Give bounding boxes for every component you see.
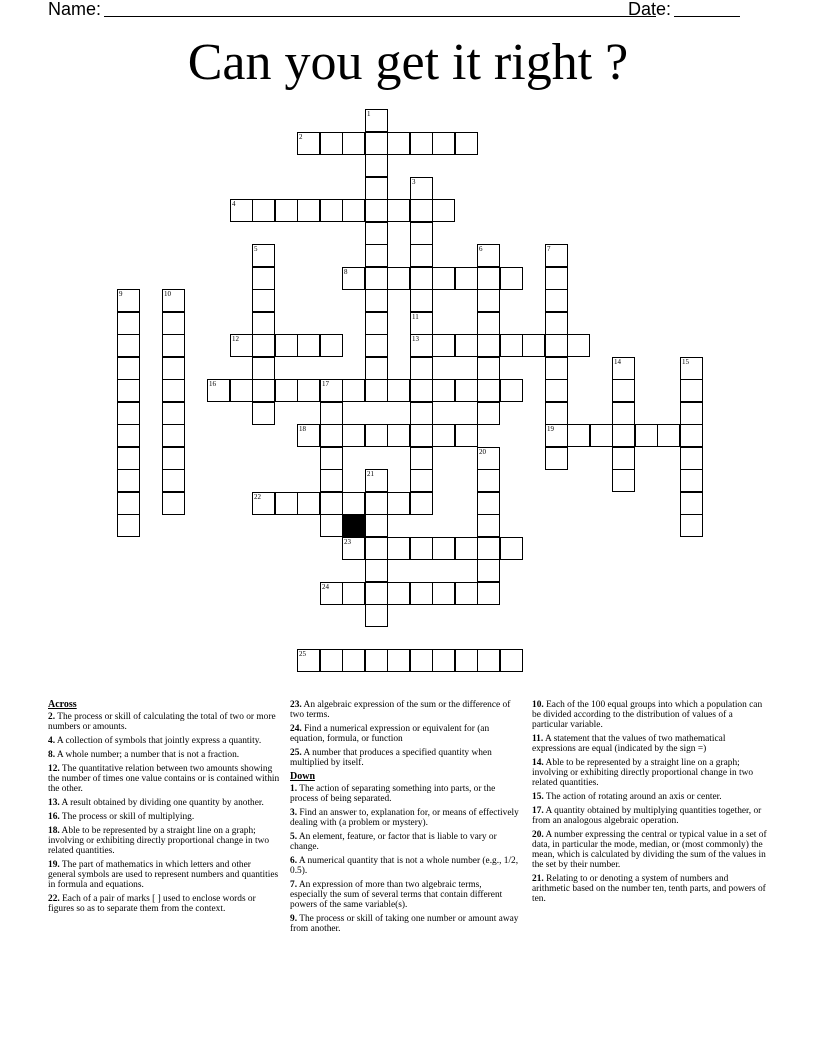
crossword-cell[interactable] — [455, 132, 478, 155]
clue-number: 14 — [614, 358, 621, 366]
crossword-cell[interactable] — [320, 132, 343, 155]
crossword-cell[interactable] — [365, 604, 388, 627]
crossword-cell[interactable] — [117, 469, 140, 492]
crossword-cell[interactable] — [252, 379, 275, 402]
clue-across-24: 24. Find a numerical expression or equivalent for (an equation, formula, or function — [290, 724, 490, 744]
crossword-cell[interactable] — [275, 199, 298, 222]
crossword-cell[interactable] — [297, 334, 320, 357]
clue-down-3: 3. Find an answer to, explanation for, or means of effectively dealing with (a problem or mystery). — [290, 808, 519, 828]
crossword-cell[interactable] — [410, 132, 433, 155]
clue-number: 19 — [547, 425, 554, 433]
crossword-cell[interactable] — [230, 199, 253, 222]
crossword-cell[interactable] — [545, 379, 568, 402]
crossword-cell[interactable] — [342, 582, 365, 605]
crossword-cell[interactable] — [387, 582, 410, 605]
crossword-cell[interactable] — [320, 582, 343, 605]
crossword-cell[interactable] — [432, 649, 455, 672]
clue-number: 12 — [232, 335, 239, 343]
clue-across-13: 13. A result obtained by dividing one quantity by another. — [48, 798, 264, 808]
crossword-cell[interactable] — [612, 357, 635, 380]
crossword-cell[interactable] — [342, 649, 365, 672]
clues-column-2 — [290, 700, 520, 938]
crossword-cell[interactable] — [432, 334, 455, 357]
crossword-cell[interactable] — [410, 177, 433, 200]
crossword-cell[interactable] — [342, 267, 365, 290]
crossword-cell[interactable] — [320, 334, 343, 357]
puzzle-title: Can you get it right ? — [187, 34, 629, 91]
clue-across-18: 18. Able to be represented by a straight line on a graph; involving or exhibiting directly proportional change in two related quantities. — [48, 826, 270, 856]
crossword-cell[interactable] — [612, 402, 635, 425]
crossword-cell[interactable] — [365, 469, 388, 492]
clue-number: 18 — [299, 425, 306, 433]
clue-number: 25 — [299, 650, 306, 658]
crossword-cell[interactable] — [612, 447, 635, 470]
clue-number: 10 — [164, 290, 171, 298]
crossword-cell[interactable] — [320, 379, 343, 402]
crossword-cell[interactable] — [477, 469, 500, 492]
clue-number: 24 — [322, 583, 329, 591]
clue-down-6: 6. A numerical quantity that is not a whole number (e.g., 1/2, 0.5). — [290, 856, 519, 876]
crossword-cell[interactable] — [680, 447, 703, 470]
clue-number: 7 — [547, 245, 551, 253]
clue-number: 23 — [344, 538, 351, 546]
crossword-cell[interactable] — [162, 289, 185, 312]
crossword-cell[interactable] — [545, 289, 568, 312]
crossword-cell[interactable] — [590, 424, 613, 447]
crossword-cell[interactable] — [545, 267, 568, 290]
crossword-cell[interactable] — [365, 267, 388, 290]
crossword-cell[interactable] — [252, 402, 275, 425]
clue-number: 6 — [479, 245, 483, 253]
clue-down-1: 1. The action of separating something into parts, or the process of being separated. — [290, 784, 496, 804]
clue-across-8: 8. A whole number; a number that is not a fraction. — [48, 750, 240, 760]
crossword-cell[interactable] — [365, 334, 388, 357]
crossword-cell[interactable] — [365, 559, 388, 582]
crossword-cell[interactable] — [252, 492, 275, 515]
crossword-cell[interactable] — [680, 514, 703, 537]
crossword-cell[interactable] — [252, 267, 275, 290]
clue-number: 2 — [299, 133, 303, 141]
across-heading: Across — [48, 699, 77, 710]
clue-number: 3 — [412, 178, 416, 186]
clue-across-19: 19. The part of mathematics in which letters and other general symbols are used to represent numbers and quantities in formula and equations. — [48, 860, 279, 890]
crossword-cell[interactable] — [477, 244, 500, 267]
name-label: Name: — [48, 0, 102, 19]
crossword-cell[interactable] — [432, 537, 455, 560]
crossword-cell[interactable] — [342, 132, 365, 155]
crossword-cell[interactable] — [455, 334, 478, 357]
clue-down-21: 21. Relating to or denoting a system of numbers and arithmetic based on the number ten, tenth parts, and powers of ten. — [532, 874, 766, 904]
crossword-cell[interactable] — [365, 244, 388, 267]
crossword-cell[interactable] — [320, 199, 343, 222]
down-heading: Down — [290, 771, 316, 782]
crossword-cell[interactable] — [410, 312, 433, 335]
crossword-cell[interactable] — [455, 582, 478, 605]
crossword-cell[interactable] — [365, 357, 388, 380]
crossword-cell[interactable] — [342, 537, 365, 560]
clue-down-5: 5. An element, feature, or factor that is liable to vary or change. — [290, 832, 497, 852]
crossword-cell[interactable] — [297, 379, 320, 402]
crossword-cell[interactable] — [365, 177, 388, 200]
clue-number: 16 — [209, 380, 216, 388]
clue-down-10: 10. Each of the 100 equal groups into which a population can be divided according to the distribution of values of a particular variable. — [532, 700, 763, 730]
clue-number: 8 — [344, 268, 348, 276]
clue-number: 11 — [412, 313, 419, 321]
crossword-cell[interactable] — [567, 424, 590, 447]
clue-down-17: 17. A quantity obtained by multiplying quantities together, or from an analogous algebraic operation. — [532, 806, 762, 826]
crossword-cell[interactable] — [477, 649, 500, 672]
crossword-cell[interactable] — [680, 424, 703, 447]
crossword-cell[interactable] — [252, 357, 275, 380]
clue-number: 21 — [367, 470, 374, 478]
crossword-cell[interactable] — [635, 424, 658, 447]
crossword-cell[interactable] — [410, 357, 433, 380]
crossword-cell[interactable] — [117, 289, 140, 312]
crossword-cell[interactable] — [612, 469, 635, 492]
crossword-cell[interactable] — [455, 379, 478, 402]
crossword-cell[interactable] — [342, 379, 365, 402]
clue-number: 15 — [682, 358, 689, 366]
crossword-cell[interactable] — [410, 649, 433, 672]
clue-down-11: 11. A statement that the values of two mathematical expressions are equal (indicated by the sign =) — [532, 734, 726, 754]
crossword-cell[interactable] — [387, 132, 410, 155]
crossword-cell[interactable] — [342, 492, 365, 515]
crossword-cell[interactable] — [477, 559, 500, 582]
crossword-cell[interactable] — [162, 469, 185, 492]
crossword-cell[interactable] — [365, 649, 388, 672]
crossword-cell[interactable] — [387, 267, 410, 290]
crossword-cell[interactable] — [275, 334, 298, 357]
crossword-cell[interactable] — [545, 424, 568, 447]
clue-number: 13 — [412, 335, 419, 343]
clue-across-23: 23. An algebraic expression of the sum or the difference of two terms. — [290, 700, 511, 720]
crossword-cell[interactable] — [117, 312, 140, 335]
crossword-cell[interactable] — [320, 469, 343, 492]
crossword-cell[interactable] — [567, 334, 590, 357]
crossword-cell[interactable] — [365, 582, 388, 605]
clue-number: 9 — [119, 290, 123, 298]
crossword-cell[interactable] — [500, 334, 523, 357]
crossword-cell[interactable] — [410, 334, 433, 357]
crossword-cell[interactable] — [117, 357, 140, 380]
crossword-cell[interactable] — [432, 199, 455, 222]
crossword-cell[interactable] — [162, 492, 185, 515]
crossword-cell[interactable] — [162, 334, 185, 357]
crossword-cell[interactable] — [342, 424, 365, 447]
crossword-cell[interactable] — [117, 514, 140, 537]
crossword-cell[interactable] — [387, 379, 410, 402]
crossword-cell[interactable] — [365, 379, 388, 402]
clue-down-20: 20. A number expressing the central or typical value in a set of data, in particular the mode, median, or (most commonly) the mean, which is calculated by dividing the sum of the values in the set by their number. — [532, 830, 767, 870]
crossword-cell[interactable] — [297, 424, 320, 447]
crossword-cell[interactable] — [432, 582, 455, 605]
clues-column-3 — [532, 700, 768, 908]
crossword-cell[interactable] — [252, 244, 275, 267]
crossword-cell[interactable] — [252, 199, 275, 222]
crossword-cell[interactable] — [410, 244, 433, 267]
crossword-cell[interactable] — [500, 379, 523, 402]
crossword-cell[interactable] — [410, 492, 433, 515]
crossword-cell[interactable] — [545, 357, 568, 380]
crossword-cell[interactable] — [365, 154, 388, 177]
crossword-cell[interactable] — [455, 424, 478, 447]
crossword-cell[interactable] — [342, 199, 365, 222]
crossword-cell[interactable] — [117, 334, 140, 357]
crossword-cell[interactable] — [410, 267, 433, 290]
crossword-cell[interactable] — [365, 424, 388, 447]
crossword-cell[interactable] — [297, 199, 320, 222]
crossword-cell[interactable] — [162, 424, 185, 447]
crossword-cell[interactable] — [410, 289, 433, 312]
crossword-cell[interactable] — [252, 334, 275, 357]
crossword-cell[interactable] — [320, 424, 343, 447]
crossword-cell[interactable] — [320, 514, 343, 537]
clue-down-15: 15. The action of rotating around an axis or center. — [532, 792, 722, 802]
crossword-cell[interactable] — [365, 132, 388, 155]
crossword-cell[interactable] — [500, 649, 523, 672]
crossword-cell[interactable] — [522, 334, 545, 357]
crossword-cell[interactable] — [162, 379, 185, 402]
crossword-cell[interactable] — [432, 379, 455, 402]
crossword-cell[interactable] — [477, 514, 500, 537]
clue-down-14: 14. Able to be represented by a straight line on a graph; involving or exhibiting directly proportional change in two related quantities. — [532, 758, 754, 788]
clue-across-16: 16. The process or skill of multiplying. — [48, 812, 195, 822]
clue-number: 5 — [254, 245, 258, 253]
crossword-cell[interactable] — [410, 379, 433, 402]
crossword-cell[interactable] — [410, 537, 433, 560]
crossword-cell[interactable] — [365, 109, 388, 132]
crossword-cell[interactable] — [545, 402, 568, 425]
crossword-cell[interactable] — [477, 379, 500, 402]
crossword-cell[interactable] — [477, 492, 500, 515]
crossword-cell[interactable] — [252, 312, 275, 335]
crossword-cell[interactable] — [162, 312, 185, 335]
date-label: Date: — [628, 0, 672, 19]
crossword-cell[interactable] — [117, 379, 140, 402]
crossword-cell[interactable] — [455, 267, 478, 290]
crossword-cell[interactable] — [275, 492, 298, 515]
crossword-cell[interactable] — [387, 424, 410, 447]
crossword-cell[interactable] — [455, 649, 478, 672]
crossword-cell[interactable] — [275, 379, 298, 402]
crossword-cell[interactable] — [297, 649, 320, 672]
crossword-cell[interactable] — [432, 132, 455, 155]
crossword-cell[interactable] — [477, 312, 500, 335]
clue-number: 17 — [322, 380, 329, 388]
crossword-cell[interactable] — [500, 537, 523, 560]
blocked-cell — [342, 514, 365, 537]
crossword-cell[interactable] — [657, 424, 680, 447]
crossword-cell[interactable] — [162, 447, 185, 470]
crossword-cell[interactable] — [365, 537, 388, 560]
crossword-cell[interactable] — [387, 537, 410, 560]
crossword-cell[interactable] — [320, 402, 343, 425]
crossword-cell[interactable] — [410, 582, 433, 605]
crossword-cell[interactable] — [410, 199, 433, 222]
crossword-cell[interactable] — [365, 514, 388, 537]
crossword-cell[interactable] — [545, 447, 568, 470]
crossword-cell[interactable] — [387, 492, 410, 515]
clue-across-12: 12. The quantitative relation between two amounts showing the number of times one value contains or is contained within the other. — [48, 764, 280, 794]
crossword-cell[interactable] — [365, 222, 388, 245]
crossword-cell[interactable] — [477, 582, 500, 605]
crossword-cell[interactable] — [477, 402, 500, 425]
clue-number: 22 — [254, 493, 261, 501]
crossword-cell[interactable] — [680, 379, 703, 402]
crossword-cell[interactable] — [680, 492, 703, 515]
crossword-cell[interactable] — [387, 199, 410, 222]
crossword-cell[interactable] — [230, 379, 253, 402]
crossword-cell[interactable] — [477, 537, 500, 560]
clue-down-9: 9. The process or skill of taking one number or amount away from another. — [290, 914, 519, 934]
crossword-cell[interactable] — [612, 379, 635, 402]
crossword-cell[interactable] — [410, 402, 433, 425]
crossword-cell[interactable] — [230, 334, 253, 357]
crossword-cell[interactable] — [297, 492, 320, 515]
crossword-cell[interactable] — [117, 402, 140, 425]
crossword-cell[interactable] — [252, 289, 275, 312]
crossword-cell[interactable] — [680, 357, 703, 380]
crossword-cell[interactable] — [320, 492, 343, 515]
clue-number: 20 — [479, 448, 486, 456]
crossword-cell[interactable] — [387, 649, 410, 672]
crossword-cell[interactable] — [320, 447, 343, 470]
crossword-cell[interactable] — [365, 492, 388, 515]
crossword-cell[interactable] — [680, 402, 703, 425]
clue-across-2: 2. The process or skill of calculating the total of two or more numbers or amounts. — [48, 712, 276, 732]
crossword-cell[interactable] — [207, 379, 230, 402]
crossword-cell[interactable] — [500, 267, 523, 290]
crossword-cell[interactable] — [477, 267, 500, 290]
crossword-cell[interactable] — [297, 132, 320, 155]
crossword-cell[interactable] — [432, 267, 455, 290]
crossword-cell[interactable] — [365, 289, 388, 312]
clue-across-4: 4. A collection of symbols that jointly express a quantity. — [48, 736, 262, 746]
crossword-cell[interactable] — [117, 447, 140, 470]
crossword-cell[interactable] — [117, 492, 140, 515]
crossword-cell[interactable] — [162, 357, 185, 380]
clue-down-7: 7. An expression of more than two algebraic terms, especially the sum of several terms that contain different powers of the same variable(s). — [290, 880, 503, 910]
crossword-cell[interactable] — [545, 334, 568, 357]
crossword-cell[interactable] — [365, 199, 388, 222]
crossword-cell[interactable] — [612, 424, 635, 447]
clues-column-1 — [48, 700, 280, 918]
crossword-cell[interactable] — [477, 334, 500, 357]
crossword-cell[interactable] — [455, 537, 478, 560]
crossword-cell[interactable] — [162, 402, 185, 425]
crossword-cell[interactable] — [477, 447, 500, 470]
crossword-cell[interactable] — [410, 222, 433, 245]
crossword-cell[interactable] — [117, 424, 140, 447]
clue-across-22: 22. Each of a pair of marks [ ] used to enclose words or figures so as to separate them from the context. — [48, 894, 256, 914]
crossword-cell[interactable] — [432, 424, 455, 447]
clue-number: 4 — [232, 200, 236, 208]
crossword-cell[interactable] — [410, 469, 433, 492]
crossword-cell[interactable] — [545, 244, 568, 267]
crossword-cell[interactable] — [545, 312, 568, 335]
crossword-cell[interactable] — [365, 312, 388, 335]
crossword-cell[interactable] — [410, 424, 433, 447]
clue-number: 1 — [367, 110, 371, 118]
clue-across-25: 25. A number that produces a specified quantity when multiplied by itself. — [290, 748, 492, 768]
crossword-cell[interactable] — [320, 649, 343, 672]
crossword-cell[interactable] — [477, 289, 500, 312]
crossword-cell[interactable] — [410, 447, 433, 470]
crossword-cell[interactable] — [680, 469, 703, 492]
crossword-cell[interactable] — [477, 357, 500, 380]
